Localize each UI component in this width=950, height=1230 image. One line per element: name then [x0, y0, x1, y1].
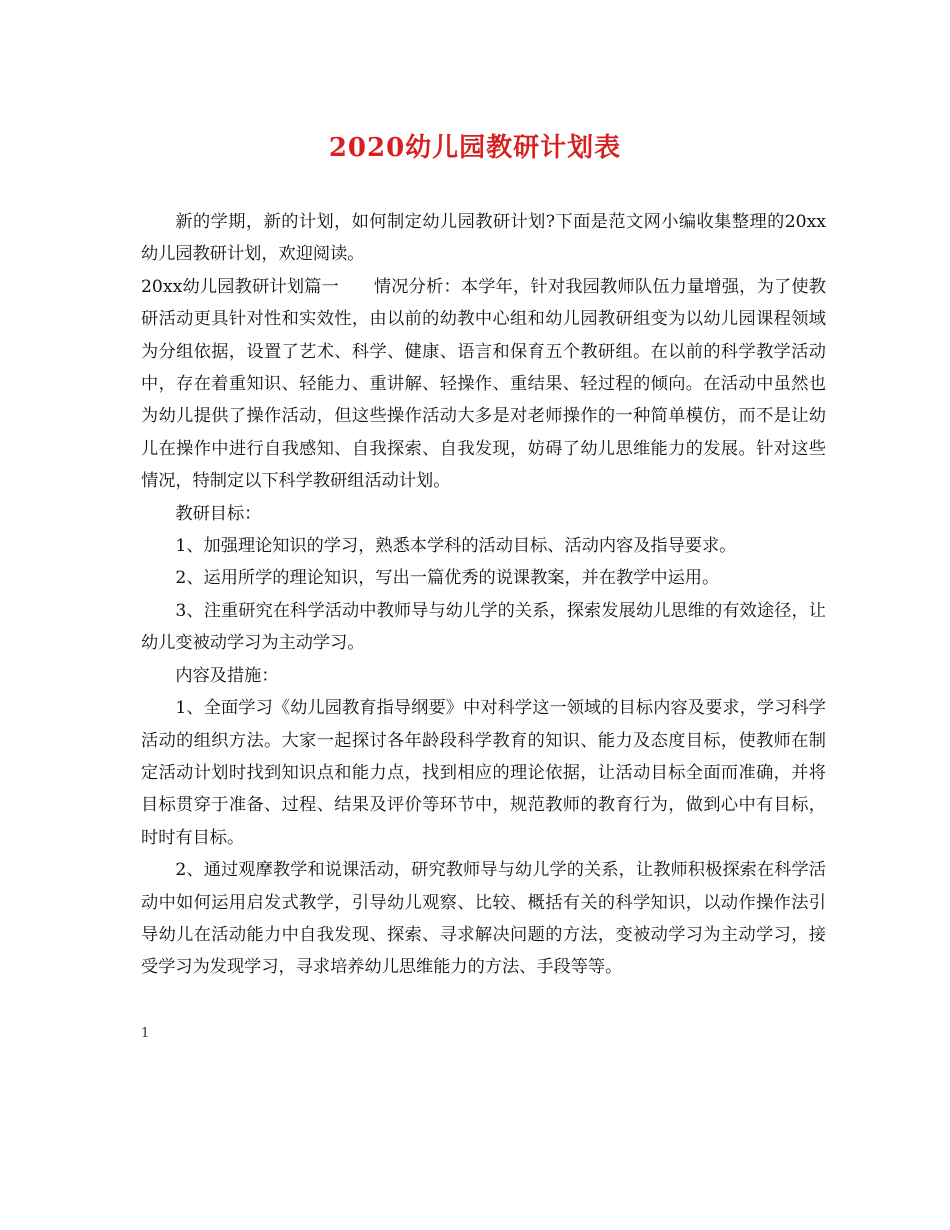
research-goals-heading: 教研目标：	[175, 503, 262, 524]
document-body	[141, 206, 826, 984]
situation-analysis-paragraph: 20xx幼儿园教研计划篇一 情况分析：本学年，针对我园教师队伍力量增强，为了使教研活动更具针对性和实效性，由以前的幼教中心组和幼儿园教研组变为以幼儿园课程领域为分组依据，设置了艺术、科学、健康、语言和保育五个教研组。在以前的科学教学活动中，存在着重知识、轻能力、重讲解、轻操作、重结果、轻过程的倾向。在活动中虽然也为幼儿提供了操作活动，但这些操作活动大多是对老师操作的一种简单模仿，而不是让幼儿在操作中进行自我感知、自我探索、自我发现，妨碍了幼儿思维能力的发展。针对这些情况，特制定以下科学教研组活动计划。	[141, 276, 826, 492]
goal-item-2: 2、运用所学的理论知识，写出一篇优秀的说课教案，并在教学中运用。	[175, 568, 720, 589]
goal-item-1: 1、加强理论知识的学习，熟悉本学科的活动目标、活动内容及指导要求。	[175, 536, 737, 557]
goal-item-3: 3、注重研究在科学活动中教师导与幼儿学的关系，探索发展幼儿思维的有效途径，让幼儿变被动学习为主动学习。	[141, 600, 826, 654]
content-measures-heading: 内容及措施：	[175, 665, 279, 686]
document-title: 2020幼儿园教研计划表	[328, 133, 622, 163]
intro-paragraph: 新的学期，新的计划，如何制定幼儿园教研计划?下面是范文网小编收集整理的20xx幼儿园教研计划，欢迎阅读。	[141, 212, 826, 265]
page-number: 1	[141, 1026, 150, 1041]
measure-item-1: 1、全面学习《幼儿园教育指导纲要》中对科学这一领域的目标内容及要求，学习科学活动的组织方法。大家一起探讨各年龄段科学教育的知识、能力及态度目标，使教师在制定活动计划时找到知识点和能力点，找到相应的理论依据，让活动目标全面而准确，并将目标贯穿于准备、过程、结果及评价等环节中，规范教师的教育行为，做到心中有目标，时时有目标。	[141, 698, 826, 848]
measure-item-2: 2、通过观摩教学和说课活动，研究教师导与幼儿学的关系，让教师积极探索在科学活动中如何运用启发式教学，引导幼儿观察、比较、概括有关的科学知识，以动作操作法引导幼儿在活动能力中自我发现、探索、寻求解决问题的方法，变被动学习为主动学习，接受学习为发现学习，寻求培养幼儿思维能力的方法、手段等等。	[141, 860, 826, 978]
